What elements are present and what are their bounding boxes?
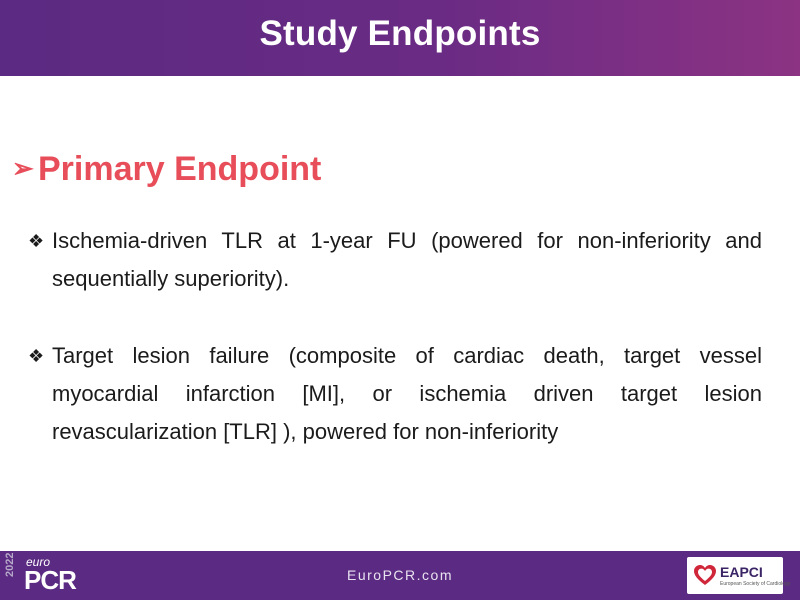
bullet-text: Ischemia-driven TLR at 1-year FU (powered for non-inferiority and sequentially superiority). bbox=[52, 228, 762, 291]
bullet-text: Target lesion failure (composite of cardiac death, target vessel myocardial infarction [MI], or ischemia driven target lesion revascularization [TLR] ), powered for non-inferiority bbox=[52, 343, 762, 444]
logo-pcr-text: PCR bbox=[24, 565, 76, 595]
logo-euro-text: euro bbox=[26, 555, 51, 569]
website-text: EuroPCR.com bbox=[347, 567, 453, 583]
eapci-subtitle: European Society of Cardiology bbox=[720, 581, 791, 587]
diamond-bullet-icon: ❖ bbox=[28, 346, 45, 366]
section-heading bbox=[12, 150, 321, 189]
slide-footer bbox=[0, 551, 800, 600]
arrow-bullet-icon: ➢ bbox=[12, 153, 34, 183]
eapci-name: EAPCI bbox=[720, 564, 763, 580]
diamond-bullet-icon: ❖ bbox=[28, 231, 45, 251]
bullet-item bbox=[28, 337, 762, 451]
bullet-item bbox=[28, 222, 762, 298]
logo-year-text: 2022 bbox=[4, 552, 16, 577]
slide-title: Study Endpoints bbox=[259, 14, 541, 53]
eapci-logo bbox=[687, 557, 791, 594]
heart-icon bbox=[693, 564, 717, 586]
section-heading-text: Primary Endpoint bbox=[38, 150, 322, 188]
slide-header bbox=[0, 0, 800, 76]
